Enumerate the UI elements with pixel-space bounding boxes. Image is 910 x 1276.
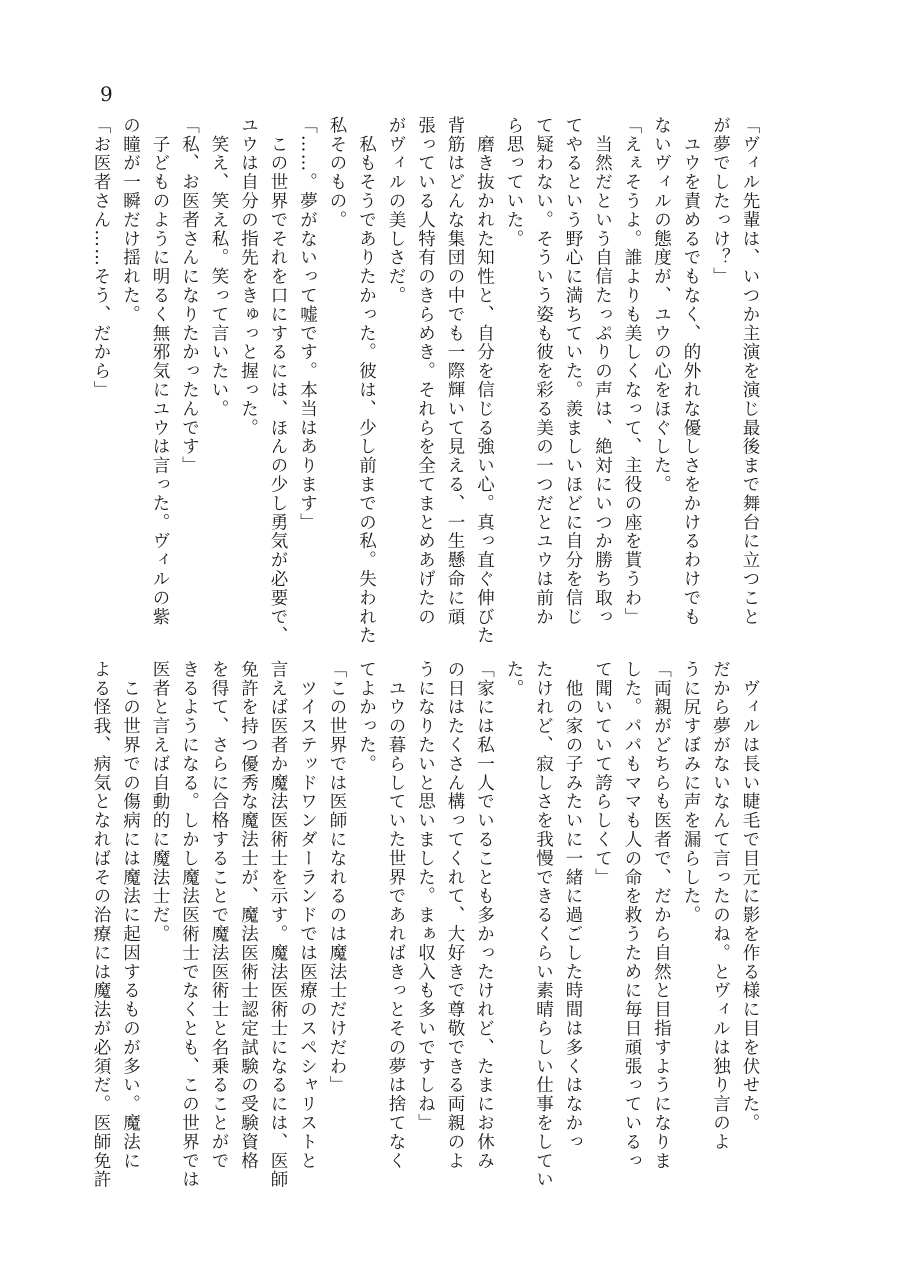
text-line: この世界での傷病には魔法に起因するものが多い。魔法に bbox=[120, 660, 141, 1171]
text-line: 免許を持つ優秀な魔法士が、魔法医術士認定試験の受験資格 bbox=[238, 660, 259, 1171]
text-line: 「お医者さん……そう、だから」 bbox=[91, 116, 111, 400]
text-line: よる怪我、病気となればその治療には魔法が必須だ。医師免許 bbox=[91, 660, 111, 1190]
text-line: の日はたくさん構ってくれて、大好きで尊敬できる両親のよ bbox=[445, 660, 465, 1171]
text-line: て疑わない。そういう姿も彼を彩る美の一つだとユウは前か bbox=[533, 116, 554, 627]
text-line: 背筋はどんな集団の中でも一際輝いて見える、一生懸命に頑 bbox=[445, 116, 465, 627]
text-line: た。 bbox=[504, 660, 524, 698]
text-line: 言えば医者か魔法医術士を示す。魔法医術士になるには、医師 bbox=[268, 660, 288, 1190]
text-line: ツイステッドワンダーランドでは医療のスペシャリストと bbox=[297, 660, 318, 1171]
text-line: きるようになる。しかし魔法医術士でなくとも、この世界では bbox=[179, 660, 200, 1190]
text-line: 笑え、笑え私。笑って言いたい。 bbox=[209, 116, 229, 419]
text-line: て聞いていて誇らしくて」 bbox=[592, 660, 613, 887]
text-line: ユウは自分の指先をきゅっと握った。 bbox=[238, 116, 259, 438]
text-line: 「……。夢がないって嘘です。本当はあります」 bbox=[297, 116, 318, 532]
text-line: の瞳が一瞬だけ揺れた。 bbox=[120, 116, 141, 324]
text-line: たけれど、寂しさを我慢できるくらい素晴らしい仕事をしてい bbox=[533, 660, 554, 1190]
page-number: 9 bbox=[100, 82, 113, 106]
text-line: 「私、お医者さんになりたかったんです」 bbox=[179, 116, 200, 476]
text-line: この世界でそれを口にするには、ほんの少し勇気が必要で、 bbox=[268, 116, 288, 646]
text-line: 「この世界では医師になれるのは魔法士だけだわ」 bbox=[327, 660, 347, 1095]
text-line: てやるという野心に満ちていた。羨ましいほどに自分を信じ bbox=[563, 116, 583, 627]
text-line: 私そのもの。 bbox=[327, 116, 347, 230]
text-line: ら思っていた。 bbox=[504, 116, 524, 249]
text-line: だから夢がないなんて言ったのね。とヴィルは独り言のよ bbox=[710, 660, 731, 1152]
lower-text-block bbox=[86, 660, 765, 1190]
text-line: ないヴィルの態度が、ユウの心をほぐした。 bbox=[651, 116, 672, 494]
text-line: ユウの暮らしていた世界であればきっとその夢は捨てなく bbox=[386, 660, 406, 1171]
text-line: ヴィルは長い睫毛で目元に影を作る様に目を伏せた。 bbox=[740, 660, 760, 1133]
text-line: うになりたいと思いました。まぁ収入も多いですしね」 bbox=[415, 660, 436, 1133]
text-line: した。パパもママも人の命を救うために毎日頑張っているっ bbox=[622, 660, 642, 1171]
text-line: 私もそうでありたかった。彼は、少し前までの私。失われた bbox=[356, 116, 377, 646]
text-line: 「ヴィル先輩は、いつか主演を演じ最後まで舞台に立つこと bbox=[740, 116, 760, 627]
text-line: うに尻すぼみに声を漏らした。 bbox=[681, 660, 701, 925]
text-line: 張っている人特有のきらめき。それらを全てまとめあげたの bbox=[415, 116, 436, 627]
text-line: 「家には私一人でいることも多かったけれど、たまにお休み bbox=[474, 660, 495, 1171]
text-line: 当然だという自信たっぷりの声は、絶対にいつか勝ち取っ bbox=[592, 116, 613, 627]
text-line: ユウを責めるでもなく、的外れな優しさをかけるわけでも bbox=[681, 116, 701, 627]
text-line: 「両親がどちらも医者で、だから自然と目指すようになりま bbox=[651, 660, 672, 1171]
text-line: 「えぇそうよ。誰よりも美しくなって、主役の座を貰うわ」 bbox=[622, 116, 642, 627]
text-line: てよかった。 bbox=[356, 660, 377, 774]
text-line: がヴィルの美しさだ。 bbox=[386, 116, 406, 305]
text-line: 子どものように明るく無邪気にユウは言った。ヴィルの紫 bbox=[150, 116, 170, 627]
text-line: が夢でしたっけ？」 bbox=[710, 116, 731, 287]
text-line: 医者と言えば自動的に魔法士だ。 bbox=[150, 660, 170, 944]
upper-text-block bbox=[86, 116, 765, 656]
text-line: 磨き抜かれた知性と、自分を信じる強い心。真っ直ぐ伸びた bbox=[474, 116, 495, 646]
text-line: 他の家の子みたいに一緒に過ごした時間は多くはなかっ bbox=[563, 660, 583, 1152]
text-line: を得て、さらに合格することで魔法医術士と名乗ることがで bbox=[209, 660, 229, 1171]
